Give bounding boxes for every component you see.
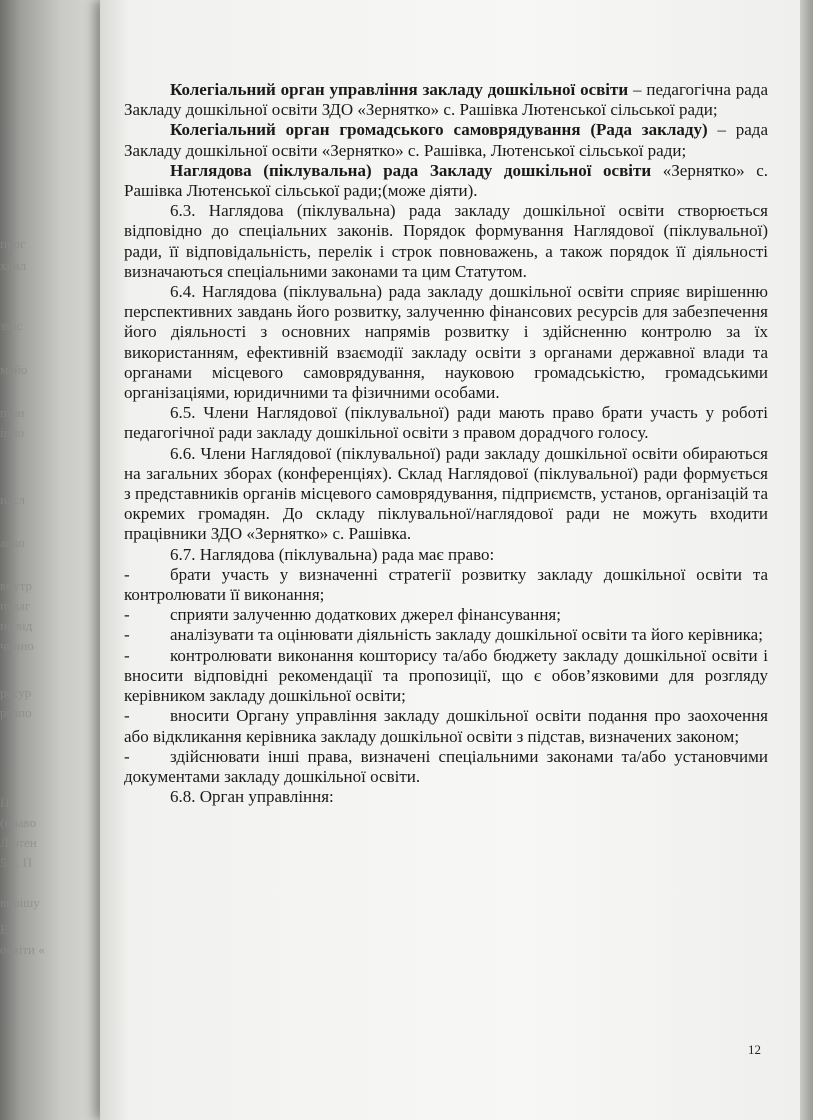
paragraph-text: – педагогічна рада Закладу дошкільної освіти ЗДО «Зернятко» с. Рашівка Лютенської сільської ради; bbox=[124, 80, 768, 120]
ghost-fragment: прог bbox=[0, 236, 26, 251]
list-item-text: аналізувати та оцінювати діяльність закладу дошкільної освіти та його керівника; bbox=[170, 625, 763, 645]
list-item-text: сприяти залученню додаткових джерел фінансування; bbox=[170, 605, 561, 625]
dash-marker: - bbox=[124, 645, 130, 665]
dash-marker: - bbox=[124, 605, 130, 625]
paragraph bbox=[124, 80, 768, 120]
ghost-fragment: хвил bbox=[0, 258, 27, 273]
paragraph-6-3: 6.3. Наглядова (піклувальна) рада закладу дошкільної освіти створюється відповідно до спеціальних законів. Порядок формування Наглядової (піклувальної) ради, її відповідальність, перелік і строк повноважень, а також порядок її діяльності визначаються спеціальними законами та цим Статутом. bbox=[124, 201, 768, 281]
list-item bbox=[124, 605, 768, 625]
ghost-fragment: ресур bbox=[0, 685, 32, 700]
paragraph-6-5: 6.5. Члени Наглядової (піклувальної) ради мають право брати участь у роботі педагогічної ради закладу дошкільної освіти з правом дорадчого голосу. bbox=[124, 403, 768, 443]
paragraph-6-8: 6.8. Орган управління: bbox=[170, 787, 334, 807]
ghost-fragment: Е bbox=[0, 922, 8, 937]
list-item-text: контролювати виконання кошторису та/або бюджету закладу дошкільної освіти і вносити відповідні рекомендації та пропозиції, що є обов’язковими для розгляду керівником закладу дошкільної освіти; bbox=[124, 645, 768, 706]
paragraph-6-7: 6.7. Наглядова (піклувальна) рада має право: bbox=[170, 544, 495, 564]
left-page-edge bbox=[0, 0, 110, 1120]
ghost-fragment: чинно bbox=[0, 638, 34, 653]
right-page-edge bbox=[800, 0, 813, 1120]
ghost-fragment: 5.1. П bbox=[0, 855, 33, 870]
term-bold: Колегіальний орган управління закладу дошкільної освіти bbox=[170, 80, 629, 99]
ghost-fragment: майо bbox=[0, 362, 28, 377]
paragraph bbox=[124, 120, 768, 160]
paragraph bbox=[124, 161, 768, 201]
ghost-fragment: пінн bbox=[0, 405, 25, 420]
document-page bbox=[100, 0, 800, 1120]
paragraph-6-6: 6.6. Члени Наглядової (піклувальної) ради закладу дошкільної освіти обираються на загальних зборах (конференціях). Склад Наглядової (піклувальної) ради формується з представників органів місцевого самоврядування, підприємств, установ, організацій та окремих громадян. До складу піклувальної/наглядової ради не можуть входити працівники ЗДО «Зернятко» с. Рашівка. bbox=[124, 443, 768, 544]
ghost-fragment: П bbox=[0, 795, 10, 810]
ghost-fragment: освіти « bbox=[0, 942, 45, 957]
ghost-fragment: Лютен bbox=[0, 835, 37, 850]
dash-marker: - bbox=[124, 625, 130, 645]
term-bold: Наглядова (піклувальна) рада Закладу дошкільної освіти bbox=[170, 160, 652, 180]
document-body bbox=[124, 80, 768, 807]
list-item bbox=[124, 565, 768, 605]
list-item bbox=[124, 706, 768, 746]
ghost-fragment: зміс bbox=[0, 318, 23, 333]
paragraph-text: – рада Закладу дошкільної освіти «Зернятко» с. Рашівка, Лютенської сільської ради; bbox=[124, 120, 768, 160]
list-item bbox=[124, 625, 768, 645]
ghost-fragment: розпо bbox=[0, 705, 32, 720]
list-item bbox=[124, 646, 768, 707]
ghost-fragment: анко bbox=[0, 535, 25, 550]
list-item-text: брати участь у визначенні стратегії розвитку закладу дошкільної освіти та контролювати її виконання; bbox=[124, 564, 768, 605]
list-item bbox=[124, 747, 768, 787]
ghost-fragment: інно bbox=[0, 425, 25, 440]
paragraph-text: «Зернятко» с. Рашівка Лютенської сільської ради;(може діяти). bbox=[124, 160, 768, 201]
paragraph-6-4: 6.4. Наглядова (піклувальна) рада закладу дошкільної освіти сприяє вирішенню перспективних завдань його розвитку, залученню фінансових ресурсів для забезпечення його діяльності з основних напрямів розвитку і здійсненню контролю за їх використанням, ефективній взаємодії закладу освіти з органами державної влади та органами місцевого самоврядування, науковою громадськістю, громадськими організаціями, юридичними та фізичними особами. bbox=[124, 282, 768, 403]
dash-marker: - bbox=[124, 706, 130, 726]
dash-marker: - bbox=[124, 746, 130, 766]
list-item-text: здійснювати інші права, визначені спеціальними законами та/або установчими документами закладу дошкільної освіти. bbox=[124, 746, 768, 786]
list-item-text: вносити Органу управління закладу дошкільної освіти подання про заохочення або відкликання керівника закладу дошкільної освіти з підстав, визначених законом; bbox=[124, 706, 768, 746]
ghost-fragment: (право bbox=[0, 815, 37, 830]
ghost-fragment: насл bbox=[0, 492, 25, 507]
term-bold: Колегіальний орган громадського самоврядування (Рада закладу) bbox=[170, 120, 708, 140]
ghost-fragment: педаг bbox=[0, 598, 31, 613]
ghost-fragment: не від bbox=[0, 618, 33, 633]
dash-marker: - bbox=[124, 564, 130, 584]
ghost-fragment: внутр bbox=[0, 578, 32, 593]
page-number: 12 bbox=[748, 1042, 761, 1057]
ghost-fragment: вирішу bbox=[0, 895, 40, 910]
